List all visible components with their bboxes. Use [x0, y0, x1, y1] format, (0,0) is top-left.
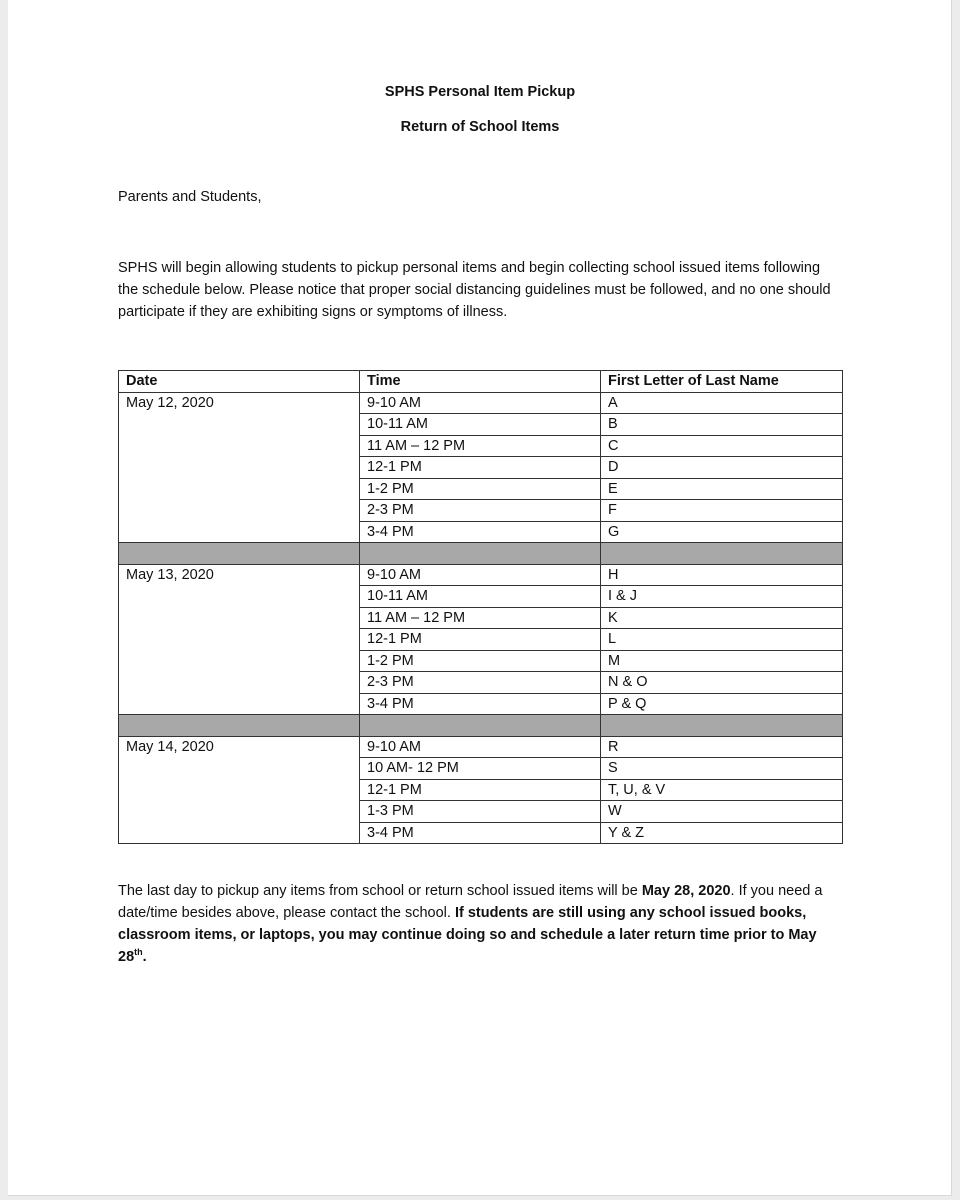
time-cell: 1-2 PM — [360, 650, 601, 672]
letters-cell: E — [601, 478, 843, 500]
intro-paragraph: SPHS will begin allowing students to pickup personal items and begin collecting school issued items following the schedule below. Please notice that proper social distancing guidelines must be followed, and no one should participate if they are exhibiting signs or symptoms of illness. — [118, 260, 831, 320]
date-cell: May 14, 2020 — [119, 736, 360, 844]
time-cell: 9-10 AM — [360, 736, 601, 758]
greeting: Parents and Students, — [118, 189, 262, 205]
time-cell: 10-11 AM — [360, 414, 601, 436]
letters-cell: K — [601, 607, 843, 629]
document-page — [8, 0, 952, 1196]
separator-cell — [360, 715, 601, 737]
closing-text-2: . If you need a date/time besides above, please contact the school. — [118, 883, 823, 921]
letters-cell: B — [601, 414, 843, 436]
time-cell: 10 AM- 12 PM — [360, 758, 601, 780]
letters-cell: G — [601, 521, 843, 543]
pickup-schedule-table — [118, 370, 843, 844]
time-cell: 9-10 AM — [360, 392, 601, 414]
separator-cell — [601, 543, 843, 565]
closing-bold-end: . — [142, 949, 147, 965]
document-subtitle: Return of School Items — [400, 119, 560, 135]
time-cell: 12-1 PM — [360, 629, 601, 651]
header-letters: First Letter of Last Name — [601, 371, 843, 393]
letters-cell: M — [601, 650, 843, 672]
closing-paragraph — [118, 880, 838, 968]
closing-bold-note: If students are still using any school issued books, classroom items, or laptops, you may continue doing so and schedule a later return time prior to May 28 — [118, 905, 817, 965]
letters-cell: D — [601, 457, 843, 479]
table-row — [119, 564, 843, 586]
letters-cell: I & J — [601, 586, 843, 608]
time-cell: 12-1 PM — [360, 457, 601, 479]
letters-cell: S — [601, 758, 843, 780]
letters-cell: R — [601, 736, 843, 758]
closing-bold-sup: th — [134, 947, 143, 958]
separator-cell — [119, 543, 360, 565]
separator-cell — [360, 543, 601, 565]
document-title: SPHS Personal Item Pickup — [384, 84, 576, 100]
letters-cell: N & O — [601, 672, 843, 694]
letters-cell: T, U, & V — [601, 779, 843, 801]
table-header-row — [119, 371, 843, 393]
letters-cell: L — [601, 629, 843, 651]
time-cell: 3-4 PM — [360, 822, 601, 844]
letters-cell: W — [601, 801, 843, 823]
last-day-date: May 28, 2020 — [641, 883, 731, 899]
time-cell: 1-2 PM — [360, 478, 601, 500]
time-cell: 11 AM – 12 PM — [360, 607, 601, 629]
separator-row — [119, 543, 843, 565]
time-cell: 12-1 PM — [360, 779, 601, 801]
letters-cell: A — [601, 392, 843, 414]
time-cell: 3-4 PM — [360, 693, 601, 715]
letters-cell: P & Q — [601, 693, 843, 715]
time-cell: 2-3 PM — [360, 672, 601, 694]
letters-cell: C — [601, 435, 843, 457]
date-cell: May 12, 2020 — [119, 392, 360, 543]
separator-cell — [601, 715, 843, 737]
letters-cell: Y & Z — [601, 822, 843, 844]
header-date: Date — [119, 371, 360, 393]
time-cell: 10-11 AM — [360, 586, 601, 608]
letters-cell: H — [601, 564, 843, 586]
table-row — [119, 392, 843, 414]
time-cell: 9-10 AM — [360, 564, 601, 586]
time-cell: 1-3 PM — [360, 801, 601, 823]
time-cell: 3-4 PM — [360, 521, 601, 543]
date-cell: May 13, 2020 — [119, 564, 360, 715]
separator-row — [119, 715, 843, 737]
separator-cell — [119, 715, 360, 737]
time-cell: 2-3 PM — [360, 500, 601, 522]
letters-cell: F — [601, 500, 843, 522]
time-cell: 11 AM – 12 PM — [360, 435, 601, 457]
table-row — [119, 736, 843, 758]
closing-text-1: The last day to pickup any items from school or return school issued items will be — [118, 883, 642, 899]
header-time: Time — [360, 371, 601, 393]
